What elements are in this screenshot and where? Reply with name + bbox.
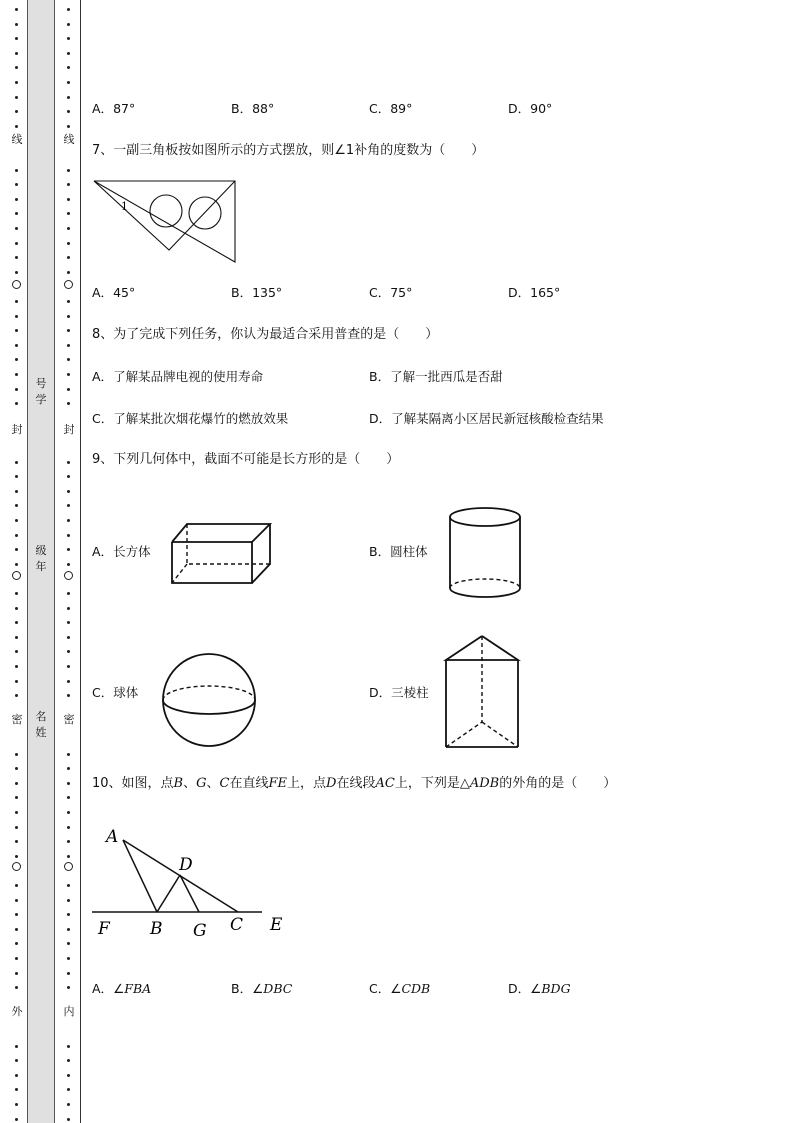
margin-dot [67,490,70,493]
q6-option-b: B．88° [231,101,275,116]
q6-option-c: C．89° [369,101,413,116]
margin-dot [67,81,70,84]
margin-dot [15,972,18,975]
q9-option-a: A．长方体 [92,544,151,559]
margin-dot [67,782,70,785]
point-d-label: D [179,855,193,875]
margin-border-line [80,0,81,1123]
margin-dot [67,548,70,551]
margin-dot [15,461,18,464]
margin-dot [67,1103,70,1106]
margin-dot [67,475,70,478]
margin-dot [15,300,18,303]
q10-stem: 10、如图，点B、G、C在直线FE上，点D在线段AC上，下列是△ADB的外角的是（ ） [92,776,617,791]
margin-dot [15,957,18,960]
margin-dot [67,972,70,975]
margin-dot [67,66,70,69]
margin-dot [67,855,70,858]
margin-dot [67,928,70,931]
q6-option-d: D．90° [508,101,553,116]
margin-dot [67,271,70,274]
point-e-label: E [270,915,283,935]
outer-circle-mark [12,571,21,580]
margin-dot [67,1059,70,1062]
margin-dot [67,650,70,653]
margin-dot [15,986,18,989]
point-c-label: C [230,915,244,935]
margin-dot [67,183,70,186]
margin-dot [67,125,70,128]
inner-circle-mark [64,280,73,289]
margin-dot [15,650,18,653]
margin-dot [67,1074,70,1077]
margin-dot [67,373,70,376]
margin-dot [15,256,18,259]
margin-dot [67,329,70,332]
margin-dot [15,665,18,668]
margin-dot [15,753,18,756]
margin-dot [67,884,70,887]
margin-dot [15,37,18,40]
margin-dot [15,490,18,493]
margin-dot [15,212,18,215]
margin-dot [67,621,70,624]
grade-label: 级 年 [35,544,47,573]
margin-dot [15,1103,18,1106]
q7-option-c: C．75° [369,285,413,300]
margin-dot [67,402,70,405]
margin-dot [15,110,18,113]
q7-angle-label: 1 [121,200,128,213]
margin-dot [67,796,70,799]
margin-dot [15,548,18,551]
inner-char-mi: 密 [63,713,75,726]
margin-dot [67,388,70,391]
margin-dot [67,315,70,318]
margin-dot [15,183,18,186]
binding-strip [27,0,55,1123]
q10-option-a: A．∠FBA [92,981,152,996]
margin-dot [67,942,70,945]
margin-dot [15,826,18,829]
margin-dot [15,227,18,230]
margin-dot [15,271,18,274]
margin-dot [67,1088,70,1091]
margin-dot [67,1118,70,1121]
margin-dot [15,796,18,799]
margin-dot [15,840,18,843]
margin-dot [67,227,70,230]
q7-option-b: B．135° [231,285,283,300]
margin-dot [67,242,70,245]
margin-dot [15,198,18,201]
inner-char-nei: 内 [63,1005,75,1018]
margin-dot [67,1045,70,1048]
q7-option-a: A．45° [92,285,136,300]
margin-dot [15,1059,18,1062]
margin-dot [15,358,18,361]
point-g-label: G [193,921,207,941]
triangular-prism-figure [442,634,522,750]
margin-dot [15,475,18,478]
margin-dot [15,96,18,99]
margin-dot [67,198,70,201]
margin-dot [67,899,70,902]
margin-dot [15,344,18,347]
margin-dot [15,373,18,376]
point-f-label: F [98,919,110,939]
margin-dot [67,519,70,522]
margin-dot [15,1118,18,1121]
margin-dot [15,782,18,785]
margin-dot [15,1045,18,1048]
q8-option-a: A．了解某品牌电视的使用寿命 [92,369,264,384]
q8-option-b: B．了解一批西瓜是否甜 [369,369,503,384]
margin-dot [15,592,18,595]
q7-stem: 7、一副三角板按如图所示的方式摆放，则∠1补角的度数为（ ） [92,143,485,158]
margin-dot [15,23,18,26]
inner-char-feng: 封 [63,423,75,436]
margin-dot [15,1074,18,1077]
margin-dot [15,767,18,770]
margin-dot [67,504,70,507]
q10-geometry-figure [92,824,292,944]
q9-option-d: D．三棱柱 [369,685,429,700]
margin-dot [15,125,18,128]
margin-dot [67,753,70,756]
margin-dot [67,96,70,99]
margin-dot [15,81,18,84]
q10-option-c: C．∠CDB [369,981,431,996]
margin-dot [15,942,18,945]
q8-option-d: D．了解某隔离小区居民新冠核酸检查结果 [369,411,604,426]
margin-dot [15,52,18,55]
margin-dot [15,884,18,887]
margin-dot [15,519,18,522]
margin-dot [67,636,70,639]
margin-dot [15,913,18,916]
margin-dot [15,563,18,566]
margin-dot [67,592,70,595]
margin-dot [67,37,70,40]
margin-dot [15,855,18,858]
margin-dot [15,315,18,318]
margin-dot [15,694,18,697]
margin-dot [15,621,18,624]
margin-dot [67,957,70,960]
margin-dot [15,329,18,332]
margin-dot [15,242,18,245]
q10-option-d: D．∠BDG [508,981,571,996]
q9-stem: 9、下列几何体中，截面不可能是长方形的是（ ） [92,452,400,467]
q7-triangle-figure [92,178,240,266]
margin-dot [67,169,70,172]
margin-dot [15,1088,18,1091]
margin-dot [67,256,70,259]
margin-dot [67,607,70,610]
margin-dot [15,504,18,507]
outer-char-xian: 线 [11,133,23,146]
margin-dot [15,534,18,537]
point-a-label: A [106,827,119,847]
margin-dot [67,358,70,361]
cuboid-figure [170,522,274,584]
margin-dot [67,110,70,113]
margin-dot [67,461,70,464]
inner-circle-mark [64,571,73,580]
margin-dot [67,8,70,11]
outer-dot-column [12,0,22,1123]
margin-dot [67,913,70,916]
margin-dot [67,52,70,55]
q6-option-a: A．87° [92,101,136,116]
margin-dot [15,402,18,405]
q8-option-c: C．了解某批次烟花爆竹的燃放效果 [92,411,289,426]
margin-dot [67,665,70,668]
margin-dot [67,680,70,683]
margin-dot [15,928,18,931]
margin-dot [15,899,18,902]
margin-dot [15,8,18,11]
outer-char-wai: 外 [11,1005,23,1018]
outer-circle-mark [12,862,21,871]
outer-char-feng: 封 [11,423,23,436]
margin-dot [15,636,18,639]
margin-dot [67,986,70,989]
q7-option-d: D．165° [508,285,561,300]
q9-option-b: B．圆柱体 [369,544,428,559]
outer-circle-mark [12,280,21,289]
student-id-label: 号 学 [35,377,47,406]
inner-dot-column [64,0,74,1123]
margin-dot [15,680,18,683]
inner-circle-mark [64,862,73,871]
margin-dot [15,169,18,172]
margin-dot [67,767,70,770]
point-b-label: B [150,919,163,939]
margin-dot [67,840,70,843]
cylinder-figure [448,506,524,602]
q10-option-b: B．∠DBC [231,981,293,996]
margin-dot [15,607,18,610]
outer-char-mi: 密 [11,713,23,726]
sphere-figure [160,652,258,748]
margin-dot [67,563,70,566]
q9-option-c: C．球体 [92,685,139,700]
q8-stem: 8、为了完成下列任务，你认为最适合采用普查的是（ ） [92,327,439,342]
margin-dot [15,811,18,814]
margin-dot [67,344,70,347]
margin-dot [67,826,70,829]
margin-dot [67,694,70,697]
inner-char-xian: 线 [63,133,75,146]
margin-dot [15,388,18,391]
margin-dot [67,811,70,814]
margin-dot [67,534,70,537]
margin-dot [15,66,18,69]
margin-dot [67,212,70,215]
name-label: 名 姓 [35,710,47,739]
margin-dot [67,23,70,26]
margin-dot [67,300,70,303]
